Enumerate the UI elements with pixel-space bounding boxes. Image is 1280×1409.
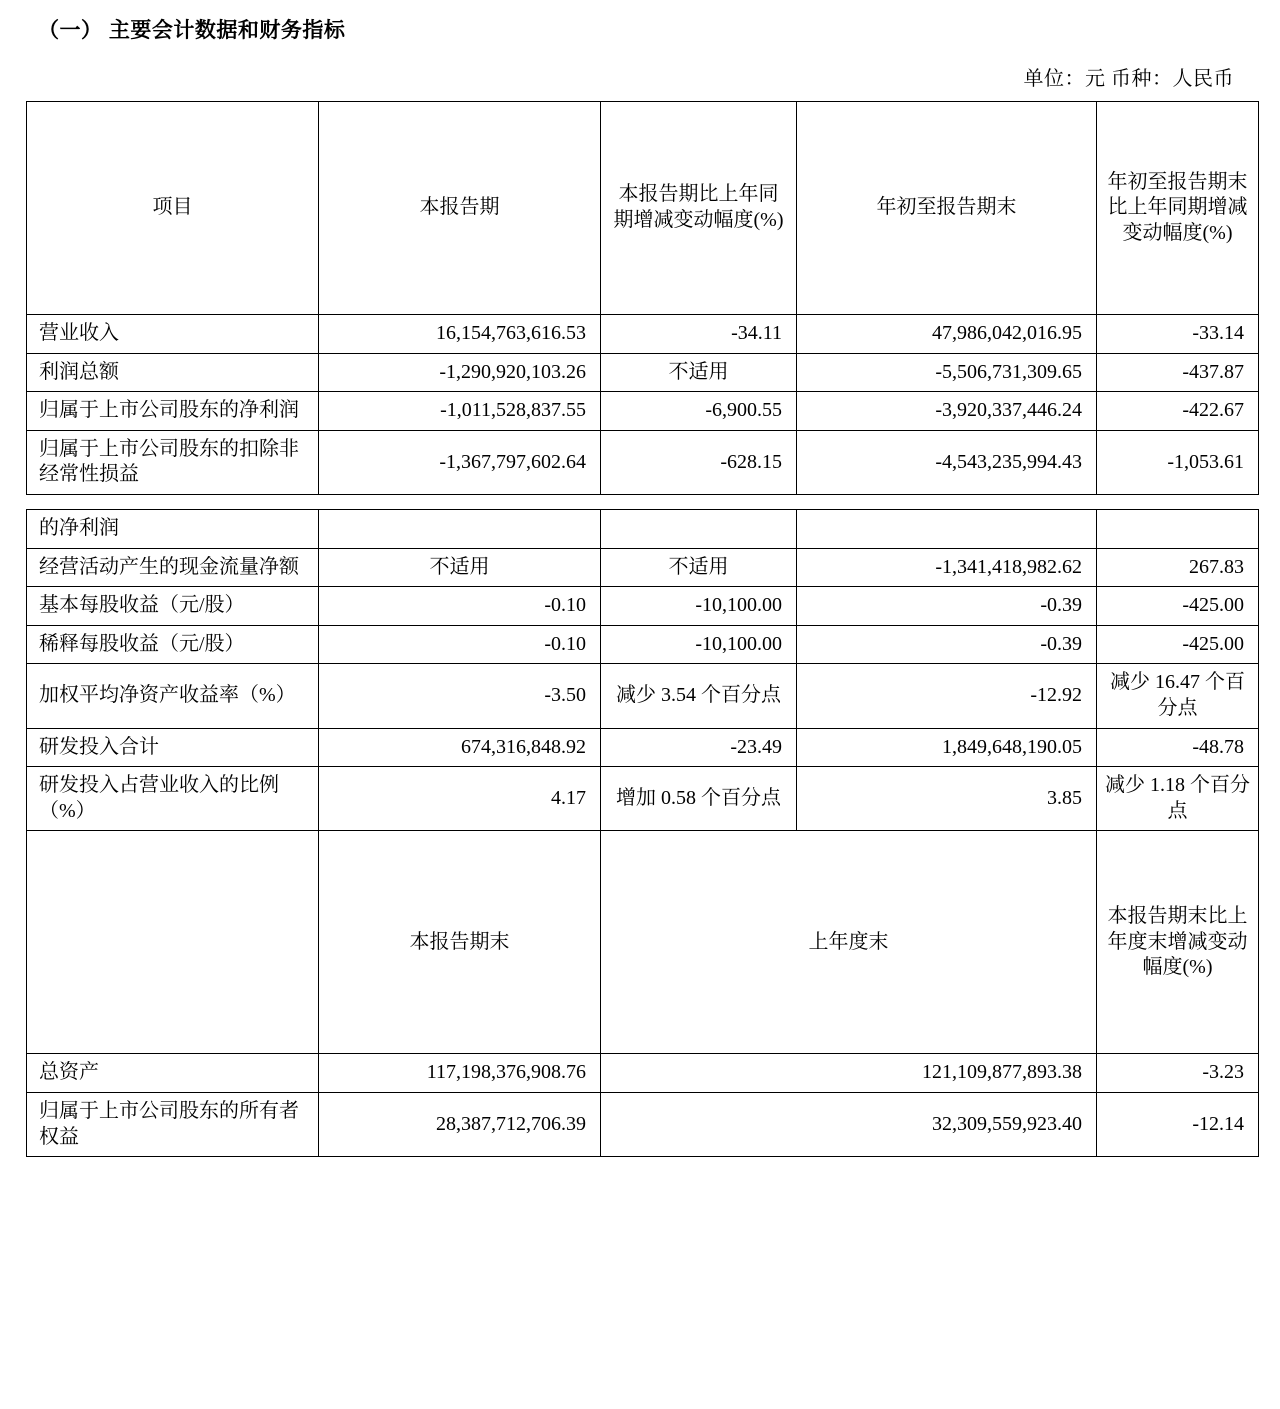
document-page <box>0 14 1280 1157</box>
row-current-change: -23.49 <box>601 728 797 767</box>
row-ytd-change: -437.87 <box>1097 353 1259 392</box>
row-current-change: -10,100.00 <box>601 625 797 664</box>
table-header-row <box>27 102 1259 315</box>
row-current-change: -10,100.00 <box>601 587 797 626</box>
row-current-change: 不适用 <box>601 353 797 392</box>
row-ytd-change: -33.14 <box>1097 315 1259 354</box>
header-ytd-change: 年初至报告期末比上年同期增减变动幅度(%) <box>1097 102 1259 315</box>
row-current: 16,154,763,616.53 <box>319 315 601 354</box>
table-row <box>27 1054 1259 1093</box>
row-current-change: 增加 0.58 个百分点 <box>601 767 797 831</box>
header-ytd: 年初至报告期末 <box>797 102 1097 315</box>
row-ytd-change: -425.00 <box>1097 587 1259 626</box>
row-current: 4.17 <box>319 767 601 831</box>
row-ytd: -4,543,235,994.43 <box>797 430 1097 494</box>
table-row <box>27 728 1259 767</box>
table-row <box>27 315 1259 354</box>
row-label: 研发投入占营业收入的比例（%） <box>27 767 319 831</box>
row-label: 营业收入 <box>27 315 319 354</box>
row-current-change: -628.15 <box>601 430 797 494</box>
row-ytd: -1,341,418,982.62 <box>797 548 1097 587</box>
table-row <box>27 664 1259 728</box>
row-label: 研发投入合计 <box>27 728 319 767</box>
row-prior-year-end: 121,109,877,893.38 <box>601 1054 1097 1093</box>
row-ytd-change: -422.67 <box>1097 392 1259 431</box>
row-current: -1,290,920,103.26 <box>319 353 601 392</box>
row-label: 经营活动产生的现金流量净额 <box>27 548 319 587</box>
header-period-end: 本报告期末 <box>319 831 601 1054</box>
row-ytd: -5,506,731,309.65 <box>797 353 1097 392</box>
row-current-change: -6,900.55 <box>601 392 797 431</box>
table-row <box>27 767 1259 831</box>
table-row <box>27 353 1259 392</box>
row-balance-change: -3.23 <box>1097 1054 1259 1093</box>
header-blank <box>27 831 319 1054</box>
unit-currency-note: 单位：元 币种：人民币 <box>1023 68 1234 90</box>
header-current-period: 本报告期 <box>319 102 601 315</box>
row-ytd: 47,986,042,016.95 <box>797 315 1097 354</box>
row-label: 归属于上市公司股东的所有者权益 <box>27 1092 319 1156</box>
table-row <box>27 392 1259 431</box>
table-row <box>27 548 1259 587</box>
row-ytd-change: -48.78 <box>1097 728 1259 767</box>
financial-table-quarter <box>26 101 1259 495</box>
row-label: 归属于上市公司股东的净利润 <box>27 392 319 431</box>
row-ytd-change: 减少 1.18 个百分点 <box>1097 767 1259 831</box>
row-current: -0.10 <box>319 625 601 664</box>
row-current-change: 减少 3.54 个百分点 <box>601 664 797 728</box>
header-item: 项目 <box>27 102 319 315</box>
row-label: 稀释每股收益（元/股） <box>27 625 319 664</box>
table-header-row-balance <box>27 831 1259 1054</box>
row-current-change: 不适用 <box>601 548 797 587</box>
row-ytd: 3.85 <box>797 767 1097 831</box>
row-current: -3.50 <box>319 664 601 728</box>
row-balance-change: -12.14 <box>1097 1092 1259 1156</box>
table-row <box>27 430 1259 494</box>
row-ytd <box>797 509 1097 548</box>
row-label: 的净利润 <box>27 509 319 548</box>
row-current: -1,367,797,602.64 <box>319 430 601 494</box>
row-ytd: -0.39 <box>797 625 1097 664</box>
row-current <box>319 509 601 548</box>
row-ytd: -3,920,337,446.24 <box>797 392 1097 431</box>
row-ytd-change: -1,053.61 <box>1097 430 1259 494</box>
row-current: -1,011,528,837.55 <box>319 392 601 431</box>
row-prior-year-end: 32,309,559,923.40 <box>601 1092 1097 1156</box>
table-row <box>27 587 1259 626</box>
row-label: 基本每股收益（元/股） <box>27 587 319 626</box>
row-ytd-change: 减少 16.47 个百分点 <box>1097 664 1259 728</box>
table-row <box>27 509 1259 548</box>
row-period-end: 117,198,376,908.76 <box>319 1054 601 1093</box>
header-prior-year-end: 上年度末 <box>601 831 1097 1054</box>
row-ytd: -12.92 <box>797 664 1097 728</box>
row-ytd-change: -425.00 <box>1097 625 1259 664</box>
row-label: 加权平均净资产收益率（%） <box>27 664 319 728</box>
table-row <box>27 625 1259 664</box>
row-period-end: 28,387,712,706.39 <box>319 1092 601 1156</box>
row-current-change <box>601 509 797 548</box>
row-label: 总资产 <box>27 1054 319 1093</box>
row-label: 归属于上市公司股东的扣除非经常性损益 <box>27 430 319 494</box>
header-current-change: 本报告期比上年同期增减变动幅度(%) <box>601 102 797 315</box>
row-ytd-change <box>1097 509 1259 548</box>
row-label: 利润总额 <box>27 353 319 392</box>
row-current-change: -34.11 <box>601 315 797 354</box>
row-ytd: 1,849,648,190.05 <box>797 728 1097 767</box>
table-row <box>27 1092 1259 1156</box>
financial-table-continued <box>26 509 1259 1157</box>
row-ytd-change: 267.83 <box>1097 548 1259 587</box>
row-current: 674,316,848.92 <box>319 728 601 767</box>
row-ytd: -0.39 <box>797 587 1097 626</box>
header-balance-change: 本报告期末比上年度末增减变动幅度(%) <box>1097 831 1259 1054</box>
row-current: -0.10 <box>319 587 601 626</box>
row-current: 不适用 <box>319 548 601 587</box>
page-title: （一） 主要会计数据和财务指标 <box>38 19 346 42</box>
table-gap <box>0 495 1280 509</box>
